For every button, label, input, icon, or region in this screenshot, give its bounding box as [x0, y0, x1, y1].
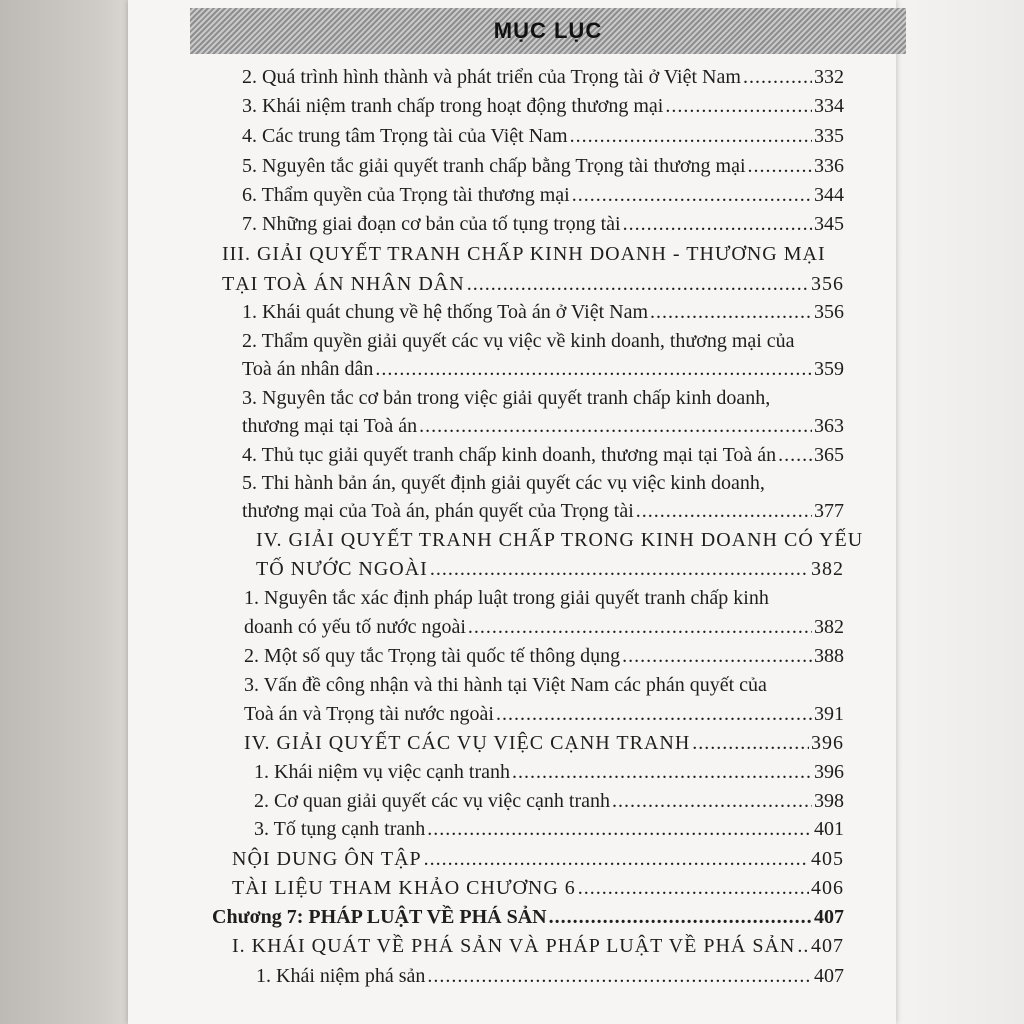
toc-entry: [244, 642, 844, 670]
toc-entry-text: TẠI TOÀ ÁN NHÂN DÂN: [222, 273, 465, 295]
toc-entry-page: 407: [811, 935, 844, 957]
header-band: [190, 8, 906, 54]
leader-dots: [692, 729, 809, 757]
toc-entry-text: 4. Các trung tâm Trọng tài của Việt Nam: [242, 125, 568, 147]
toc-entry-page: 365: [814, 444, 844, 466]
toc-entry-page: 332: [814, 66, 844, 88]
toc-entry-text: Chương 7: PHÁP LUẬT VỀ PHÁ SẢN: [212, 906, 547, 928]
toc-entry: [242, 210, 844, 238]
leader-dots: [748, 152, 812, 180]
left-page-edge: [0, 0, 140, 1024]
leader-dots: [578, 874, 809, 902]
leader-dots: [778, 441, 812, 469]
leader-dots: [612, 787, 812, 815]
toc-entry-text: thương mại tại Toà án: [242, 415, 418, 437]
toc-entry-text: I. KHÁI QUÁT VỀ PHÁ SẢN VÀ PHÁP LUẬT VỀ PHÁ SẢN: [232, 935, 796, 957]
toc-entry-page: 335: [814, 125, 844, 147]
leader-dots: [467, 270, 809, 298]
toc-entry: [254, 787, 844, 815]
toc-entry-text: doanh có yếu tố nước ngoài: [244, 616, 466, 638]
toc-entry: [232, 932, 844, 960]
toc-entry: [242, 441, 844, 469]
toc-entry: [256, 962, 844, 990]
toc-entry-page: 356: [811, 273, 844, 295]
toc-entry: [242, 181, 844, 209]
toc-entry: [242, 92, 844, 120]
toc-entry-page: 396: [814, 761, 844, 783]
toc-entry: [232, 845, 844, 873]
leader-dots: [496, 700, 812, 728]
toc-entry-text: 3. Nguyên tắc cơ bản trong việc giải quyết tranh chấp kinh doanh,: [242, 387, 771, 409]
toc-entry-text: 1. Khái niệm vụ việc cạnh tranh: [254, 761, 511, 783]
toc-entry: [256, 555, 844, 583]
toc-entry-text: 7. Những giai đoạn cơ bản của tố tụng trọng tài: [242, 213, 621, 235]
leader-dots: [570, 122, 812, 150]
leader-dots: [424, 845, 809, 873]
toc-chapter-entry: [212, 903, 844, 931]
toc-entry: [222, 270, 844, 298]
toc-entry-page: 407: [814, 965, 844, 987]
toc-entry: [254, 758, 844, 786]
section-heading: IV. GIẢI QUYẾT TRANH CHẤP TRONG KINH DOANH CÓ YẾU: [256, 529, 864, 551]
leader-dots: [430, 555, 809, 583]
toc-entry-text: Toà án và Trọng tài nước ngoài: [244, 703, 494, 725]
book-page: [128, 0, 896, 1024]
toc-entry-text: 4. Thủ tục giải quyết tranh chấp kinh doanh, thương mại tại Toà án: [242, 444, 777, 466]
leader-dots: [623, 210, 812, 238]
toc-entry-text: 1. Nguyên tắc xác định pháp luật trong giải quyết tranh chấp kinh: [244, 587, 769, 609]
leader-dots: [572, 181, 812, 209]
toc-entry: [244, 729, 844, 757]
toc-entry: [242, 122, 844, 150]
toc-entry: [242, 497, 844, 525]
toc-entry-text: 5. Thi hành bản án, quyết định giải quyết các vụ việc kinh doanh,: [242, 472, 765, 494]
leader-dots: [427, 815, 812, 843]
toc-entry-text: 5. Nguyên tắc giải quyết tranh chấp bằng Trọng tài thương mại: [242, 155, 746, 177]
leader-dots: [549, 903, 812, 931]
toc-entry-page: 391: [814, 703, 844, 725]
toc-entry-text: 6. Thẩm quyền của Trọng tài thương mại: [242, 184, 570, 206]
toc-entry-page: 345: [814, 213, 844, 235]
toc-entry: [242, 412, 844, 440]
toc-entry-text: IV. GIẢI QUYẾT CÁC VỤ VIỆC CẠNH TRANH: [244, 732, 691, 754]
toc-entry-page: 363: [814, 415, 844, 437]
leader-dots: [636, 497, 812, 525]
toc-entry-text: 2. Thẩm quyền giải quyết các vụ việc về kinh doanh, thương mại của: [242, 330, 795, 352]
leader-dots: [743, 63, 812, 91]
toc-entry: [242, 355, 844, 383]
toc-entry-page: 356: [814, 301, 844, 323]
right-background: [894, 0, 1024, 1024]
leader-dots: [468, 613, 812, 641]
toc-entry: [242, 298, 844, 326]
toc-entry-text: 2. Cơ quan giải quyết các vụ việc cạnh tranh: [254, 790, 611, 812]
toc-entry-page: 336: [814, 155, 844, 177]
toc-entry-page: 359: [814, 358, 844, 380]
toc-entry-text: thương mại của Toà án, phán quyết của Trọng tài: [242, 500, 634, 522]
toc-entry-text: TÀI LIỆU THAM KHẢO CHƯƠNG 6: [232, 877, 576, 899]
leader-dots: [622, 642, 812, 670]
leader-dots: [650, 298, 812, 326]
toc-entry: [254, 815, 844, 843]
toc-entry-text: Toà án nhân dân: [242, 358, 374, 380]
leader-dots: [427, 962, 812, 990]
toc-entry-text: 2. Một số quy tắc Trọng tài quốc tế thông dụng: [244, 645, 621, 667]
toc-entry-text: TỐ NƯỚC NGOÀI: [256, 558, 428, 580]
toc-entry-page: 334: [814, 95, 844, 117]
page-title: MỤC LỤC: [493, 18, 603, 43]
toc-entry-page: 344: [814, 184, 844, 206]
toc-entry-page: 377: [814, 500, 844, 522]
toc-entry: [244, 613, 844, 641]
toc-entry-page: 388: [814, 645, 844, 667]
leader-dots: [665, 92, 812, 120]
toc-entry-text: 3. Khái niệm tranh chấp trong hoạt động thương mại: [242, 95, 664, 117]
toc-entry-page: 396: [811, 732, 844, 754]
toc-entry: [242, 152, 844, 180]
toc-entry-text: 1. Khái niệm phá sản: [256, 965, 426, 987]
toc-entry-page: 401: [814, 818, 844, 840]
toc-entry-text: 2. Quá trình hình thành và phát triển của Trọng tài ở Việt Nam: [242, 66, 741, 88]
toc-entry: [232, 874, 844, 902]
toc-entry-text: 1. Khái quát chung về hệ thống Toà án ở Việt Nam: [242, 301, 649, 323]
leader-dots: [797, 932, 809, 960]
toc-entry-page: 407: [814, 906, 844, 928]
toc-entry-page: 406: [811, 877, 844, 899]
toc-entry-page: 382: [811, 558, 844, 580]
toc-entry-text: 3. Tố tụng cạnh tranh: [254, 818, 426, 840]
toc-entry-page: 382: [814, 616, 844, 638]
toc-entry-text: NỘI DUNG ÔN TẬP: [232, 848, 422, 870]
leader-dots: [419, 412, 812, 440]
toc-entry-page: 398: [814, 790, 844, 812]
toc-entry: [244, 700, 844, 728]
leader-dots: [512, 758, 812, 786]
section-heading: III. GIẢI QUYẾT TRANH CHẤP KINH DOANH - THƯƠNG MẠI: [222, 243, 826, 265]
toc-entry: [242, 63, 844, 91]
leader-dots: [375, 355, 812, 383]
toc-entry-page: 405: [811, 848, 844, 870]
toc-entry-text: 3. Vấn đề công nhận và thi hành tại Việt Nam các phán quyết của: [244, 674, 767, 696]
